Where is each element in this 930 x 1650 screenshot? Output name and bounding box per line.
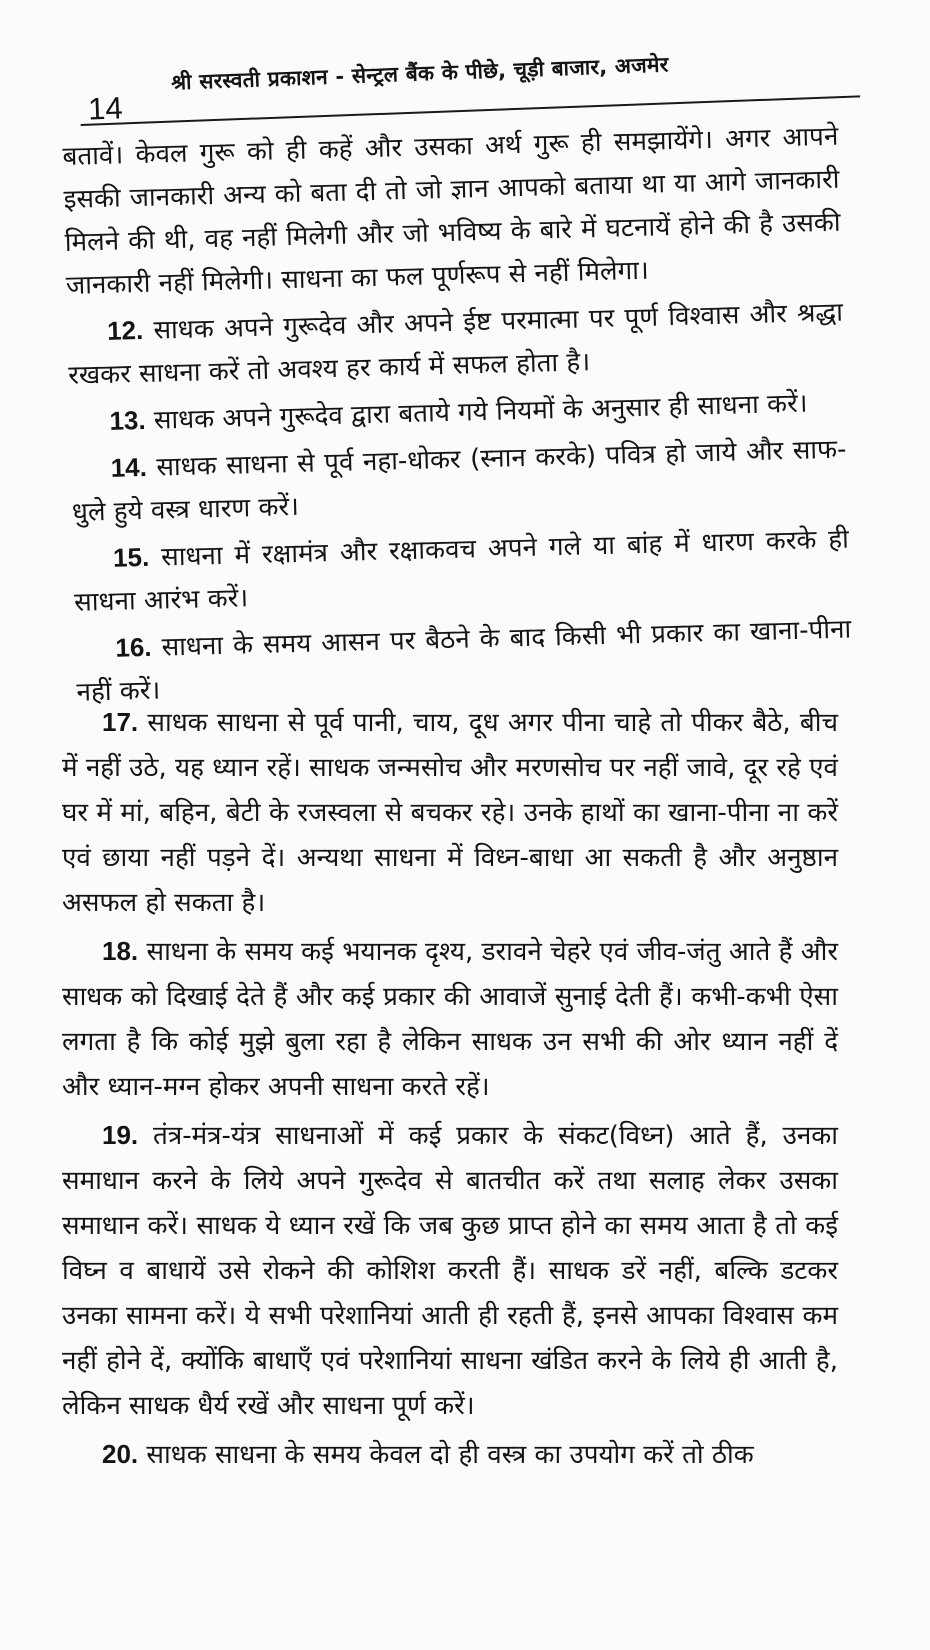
paragraph-text: साधना के समय कई भयानक दृश्य, डरावने चेहरे एवं जीव-जंतु आते हैं और साधक को दिखाई देते हैं और कई प्रकार की आवाजें सुनाई देती हैं। कभी-कभी ऐसा लगता है कि कोई मुझे बुला रहा है लेकिन साधक उन सभी की ओर ध्यान नहीं दें और ध्यान-मग्न होकर अपनी साधना करते रहें। [62,937,838,1102]
paragraph-text: साधना में रक्षामंत्र और रक्षाकवच अपने गले या बांह में धारण करके ही साधना आरंभ करें। [73,524,850,618]
upper-text-block [62,116,853,718]
paragraph-17 [62,700,838,926]
paragraph-number: 20. [102,1439,139,1469]
paragraph-15 [73,518,851,625]
paragraph-number: 18. [102,936,139,966]
paragraph-14 [70,428,848,535]
paragraph-text: तंत्र-मंत्र-यंत्र साधनाओं में कई प्रकार के संकट(विध्न) आते हैं, उनका समाधान करने के लिये अपने गुरूदेव से बातचीत करें तथा सलाह लेकर उसका समाधान करें। साधक ये ध्यान रखें कि जब कुछ प्राप्त होने का समय आता है तो कई विघ्न व बाधायें उसे रोकने की कोशिश करती हैं। साधक डरें नहीं, बल्कि डटकर उनका सामना करें। ये सभी परेशानियां आती ही रहती हैं, इनसे आपका विश्वास कम नहीं होने दें, क्योंकि बाधाएँ एवं परेशानियां साधना खंडित करने के लिये ही आती है, लेकिन साधक धैर्य रखें और साधना पूर्ण करें। [62,1121,838,1421]
paragraph-20 [62,1432,838,1478]
paragraph-number: 13. [109,404,147,436]
paragraph-number: 16. [115,631,152,663]
paragraph-number: 15. [112,541,150,573]
paragraph-number: 12. [106,314,144,346]
paragraph-number: 14. [110,451,148,483]
paragraph-number: 17. [102,707,139,737]
paragraph-text: साधक साधना के समय केवल दो ही वस्त्र का उपयोग करें तो ठीक [138,1440,754,1470]
paragraph-continued [62,116,842,308]
lower-text-block [62,700,838,1481]
paragraph-text: साधना के समय आसन पर बैठने के बाद किसी भी प्रकार का खाना-पीना नहीं करें। [76,614,852,708]
paragraph-12 [67,291,845,398]
paragraph-text: साधक साधना से पूर्व नहा-धोकर (स्नान करके) पवित्र हो जाये और साफ-धुले हुये वस्त्र धारण करें। [71,434,847,528]
paragraph-text: साधक अपने गुरूदेव और अपने ईष्ट परमात्मा पर पूर्ण विश्वास और श्रद्धा रखकर साधना करें तो अवश्य हर कार्य में सफल होता है। [67,297,844,391]
running-head: श्री सरस्वती प्रकाशन - सेन्ट्रल बैंक के पीछे, चूड़ी बाजार, अजमेर [170,52,669,95]
paragraph-text: साधक अपने गुरूदेव द्वारा बताये गये नियमों के अनुसार ही साधना करें। [145,388,808,436]
paragraph-19 [62,1113,838,1429]
page-number: 14 [87,90,124,127]
page-header [78,23,860,130]
paragraph-18 [62,929,838,1110]
paragraph-text: बतावें। केवल गुरू को ही कहें और उसका अर्थ गुरू ही समझायेंगे। अगर आपने इसकी जानकारी अन्य को बता दी तो जो ज्ञान आपको बताया था या आगे जानकारी मिलने की थी, वह नहीं मिलेगी और जो भविष्य के बारे में घटनायें होने की है उसकी जानकारी नहीं मिलेगी। साधना का फल पूर्णरूप से नहीं मिलेगा। [62,121,841,301]
paragraph-text: साधक साधना से पूर्व पानी, चाय, दूध अगर पीना चाहे तो पीकर बैठे, बीच में नहीं उठे, यह ध्यान रहें। साधक जन्मसोच और मरणसोच पर नहीं जावे, दूर रहे एवं घर में मां, बहिन, बेटी के रजस्वला से बचकर रहे। उनके हाथों का खाना-पीना ना करें एवं छाया नहीं पड़ने दें। अन्यथा साधना में विध्न-बाधा आ सकती है और अनुष्ठान असफल हो सकता है। [62,708,838,918]
paragraph-number: 19. [102,1120,139,1150]
paragraph-16 [75,608,853,715]
